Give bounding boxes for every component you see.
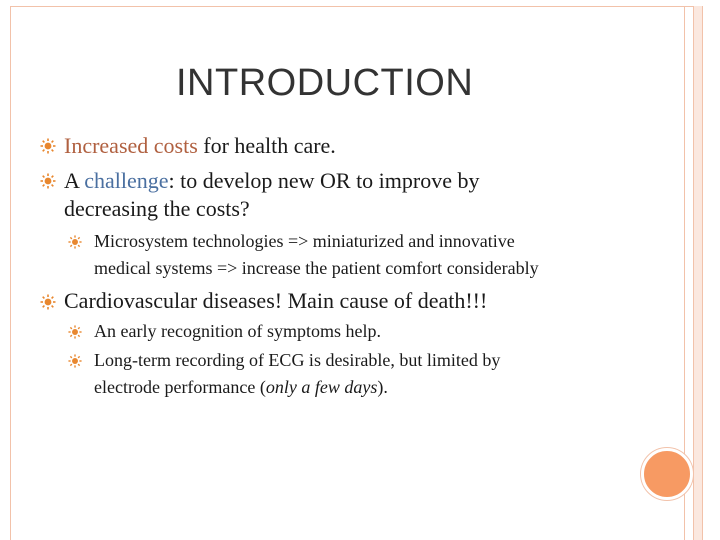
bullet-emphasis: only a few days — [265, 377, 378, 397]
sun-bullet-icon — [68, 235, 82, 249]
sun-bullet-icon — [40, 138, 56, 154]
bullet-highlight: Increased costs — [64, 133, 198, 158]
bullet-text: for health care. — [197, 133, 336, 158]
bullet-text-continued: medical systems => increase the patient comfort considerably — [94, 258, 539, 278]
decor-rail — [702, 6, 703, 540]
decor-circle — [641, 448, 693, 500]
sun-bullet-icon — [40, 173, 56, 189]
right-decor-strip — [694, 6, 702, 540]
sub-bullet-early-recognition — [94, 318, 634, 345]
sun-bullet-icon — [68, 354, 82, 368]
sun-bullet-icon — [68, 325, 82, 339]
bullet-text-continued: ). — [377, 377, 388, 397]
bullet-text: An early recognition of symptoms help. — [94, 321, 381, 341]
bullet-text-continued: electrode performance ( — [94, 377, 266, 397]
bullet-text: Microsystem technologies => miniaturized and innovative — [94, 231, 515, 251]
bullet-challenge — [64, 167, 624, 223]
bullet-text: A — [64, 168, 85, 193]
bullet-cardiovascular — [64, 287, 624, 315]
bullet-increased-costs — [64, 132, 624, 160]
bullet-text: Long-term recording of ECG is desirable, but limited by — [94, 350, 501, 370]
bullet-text-continued: decreasing the costs? — [64, 196, 250, 221]
bullet-text: Cardiovascular diseases! Main cause of death!!! — [64, 288, 488, 313]
sub-bullet-long-term-ecg — [94, 347, 634, 401]
sub-bullet-microsystem — [94, 228, 634, 282]
slide-title: INTRODUCTION — [176, 62, 474, 104]
bullet-text: : to develop new OR to improve by — [168, 168, 480, 193]
bullet-highlight: challenge — [84, 168, 169, 193]
decor-rail — [693, 6, 694, 540]
sun-bullet-icon — [40, 294, 56, 310]
